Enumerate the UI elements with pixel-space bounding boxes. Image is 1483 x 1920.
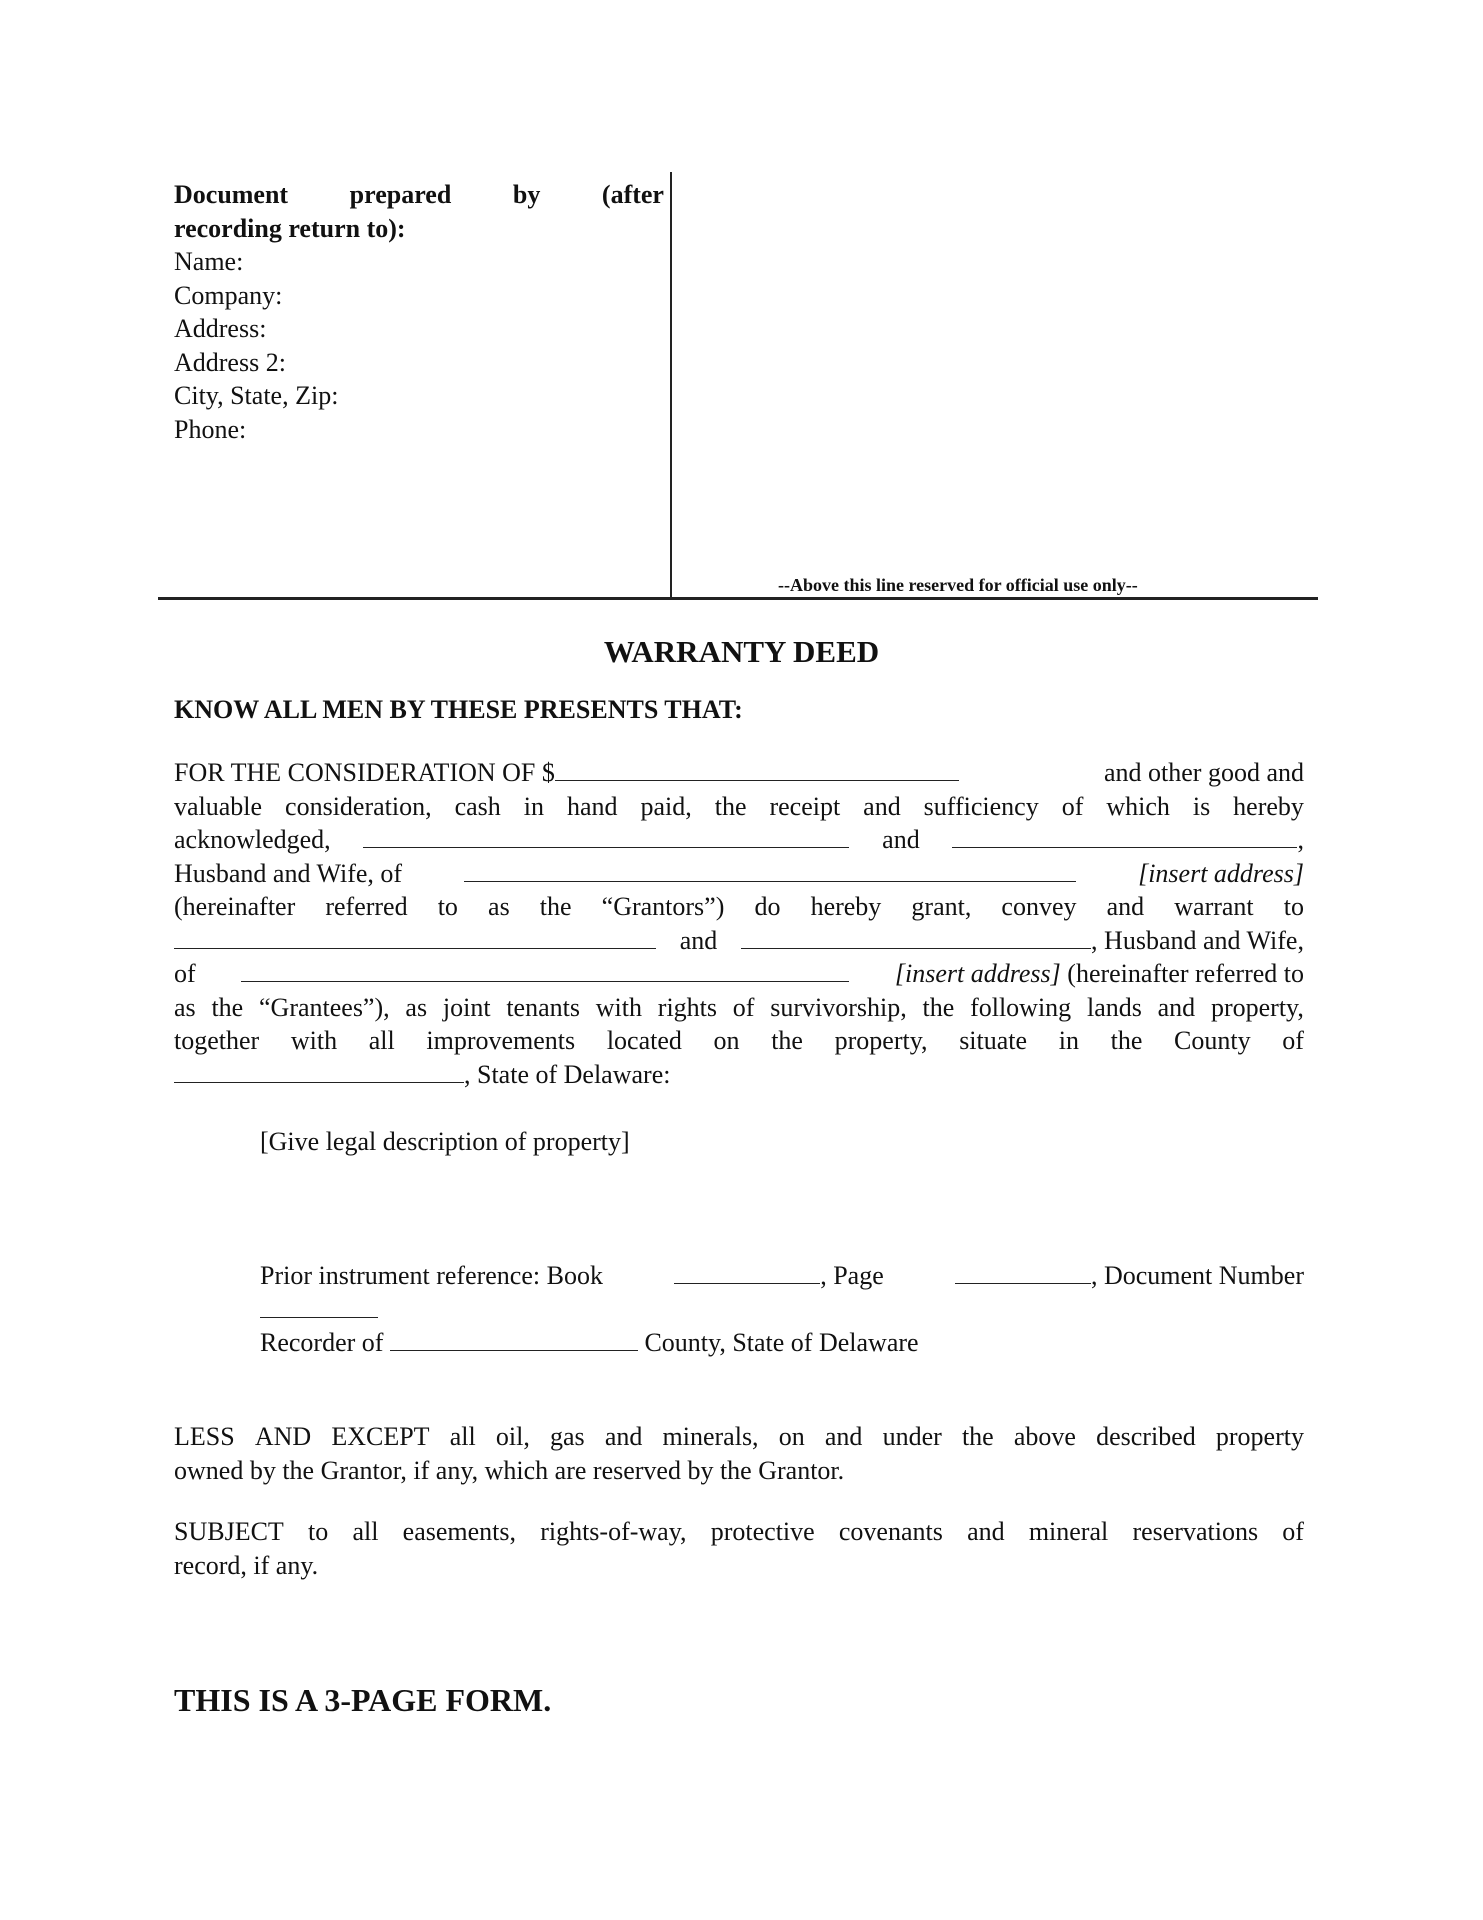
consideration-text: Husband and Wife, of <box>174 858 403 888</box>
consideration-text: and <box>679 925 718 955</box>
consideration-text: , Husband and Wife, <box>1091 925 1304 955</box>
field-company-label: Company: <box>174 280 283 310</box>
preparer-word: by <box>512 180 541 209</box>
preparer-block <box>174 178 664 446</box>
consideration-text: acknowledged, <box>174 825 331 854</box>
grantor1-blank[interactable] <box>363 823 849 848</box>
book-blank[interactable] <box>674 1259 820 1284</box>
recorder-county-blank[interactable] <box>390 1326 638 1351</box>
less-except-paragraph <box>174 1420 1304 1487</box>
consideration-text: , State of Delaware: <box>464 1059 671 1089</box>
subject-text: SUBJECT to all easements, rights-of-way, protective covenants and mineral reservations of <box>174 1517 1304 1546</box>
preparer-word: (after <box>601 180 664 209</box>
consideration-text: FOR THE CONSIDERATION OF $ <box>174 758 555 787</box>
prior-text: , Document Number <box>1090 1261 1304 1290</box>
subject-paragraph <box>174 1515 1304 1582</box>
consideration-text: (hereinafter referred to <box>1067 959 1304 988</box>
prior-text: Prior instrument reference: Book <box>260 1261 603 1290</box>
prior-text: , Page <box>820 1261 884 1290</box>
consideration-text: (hereinafter referred to as the “Grantors”) do hereby grant, convey and warrant to <box>174 892 1304 921</box>
preparer-heading <box>174 178 664 212</box>
grantor2-blank[interactable] <box>952 823 1297 848</box>
consideration-amount-blank[interactable] <box>555 756 959 781</box>
grantee-address-blank[interactable] <box>241 957 849 982</box>
consideration-paragraph <box>174 756 1304 1091</box>
consideration-text: and other good and <box>1103 758 1304 787</box>
vertical-divider <box>670 172 672 599</box>
document-title: WARRANTY DEED <box>603 634 880 669</box>
insert-address-placeholder: [insert address] <box>1138 858 1304 888</box>
prior-text: Recorder of <box>260 1328 384 1357</box>
grantee2-blank[interactable] <box>741 924 1091 949</box>
preparer-word: prepared <box>349 180 452 209</box>
legal-description-placeholder: [Give legal description of property] <box>260 1127 630 1156</box>
consideration-text: , <box>1297 825 1304 854</box>
insert-address-placeholder: [insert address] <box>894 959 1061 988</box>
preparer-heading-line2: recording return to): <box>174 213 406 243</box>
horizontal-divider <box>158 597 1318 600</box>
field-name-label: Name: <box>174 247 244 276</box>
county-blank[interactable] <box>174 1058 464 1083</box>
grantee1-blank[interactable] <box>174 924 656 949</box>
field-address-label: Address: <box>174 314 267 343</box>
less-except-text: LESS AND EXCEPT all oil, gas and minerals, on and under the above described property <box>174 1422 1304 1451</box>
official-use-note: --Above this line reserved for official use only-- <box>778 575 1138 595</box>
field-address2-label: Address 2: <box>174 347 286 377</box>
document-number-blank[interactable] <box>260 1299 378 1318</box>
prior-text: County, State of Delaware <box>644 1328 919 1357</box>
consideration-text: together with all improvements located on the property, situate in the County of <box>174 1026 1304 1055</box>
field-phone-label: Phone: <box>174 414 247 444</box>
subject-text: record, if any. <box>174 1550 319 1580</box>
consideration-text: and <box>882 825 920 854</box>
page-blank[interactable] <box>955 1259 1091 1284</box>
consideration-text: as the “Grantees”), as joint tenants with rights of survivorship, the following lands and property, <box>174 992 1304 1022</box>
know-all-heading: KNOW ALL MEN BY THESE PRESENTS THAT: <box>174 695 743 724</box>
preparer-word: Document <box>174 180 289 209</box>
prior-instrument-block <box>260 1259 1304 1326</box>
page-form-notice: THIS IS A 3-PAGE FORM. <box>174 1682 552 1718</box>
recorder-line <box>260 1326 1304 1360</box>
consideration-text: valuable consideration, cash in hand paid, the receipt and sufficiency of which is hereby <box>174 791 1304 821</box>
less-except-text: owned by the Grantor, if any, which are reserved by the Grantor. <box>174 1455 845 1485</box>
field-city-state-zip-label: City, State, Zip: <box>174 381 339 410</box>
grantor-address-blank[interactable] <box>464 857 1076 882</box>
consideration-text: of <box>174 959 196 988</box>
